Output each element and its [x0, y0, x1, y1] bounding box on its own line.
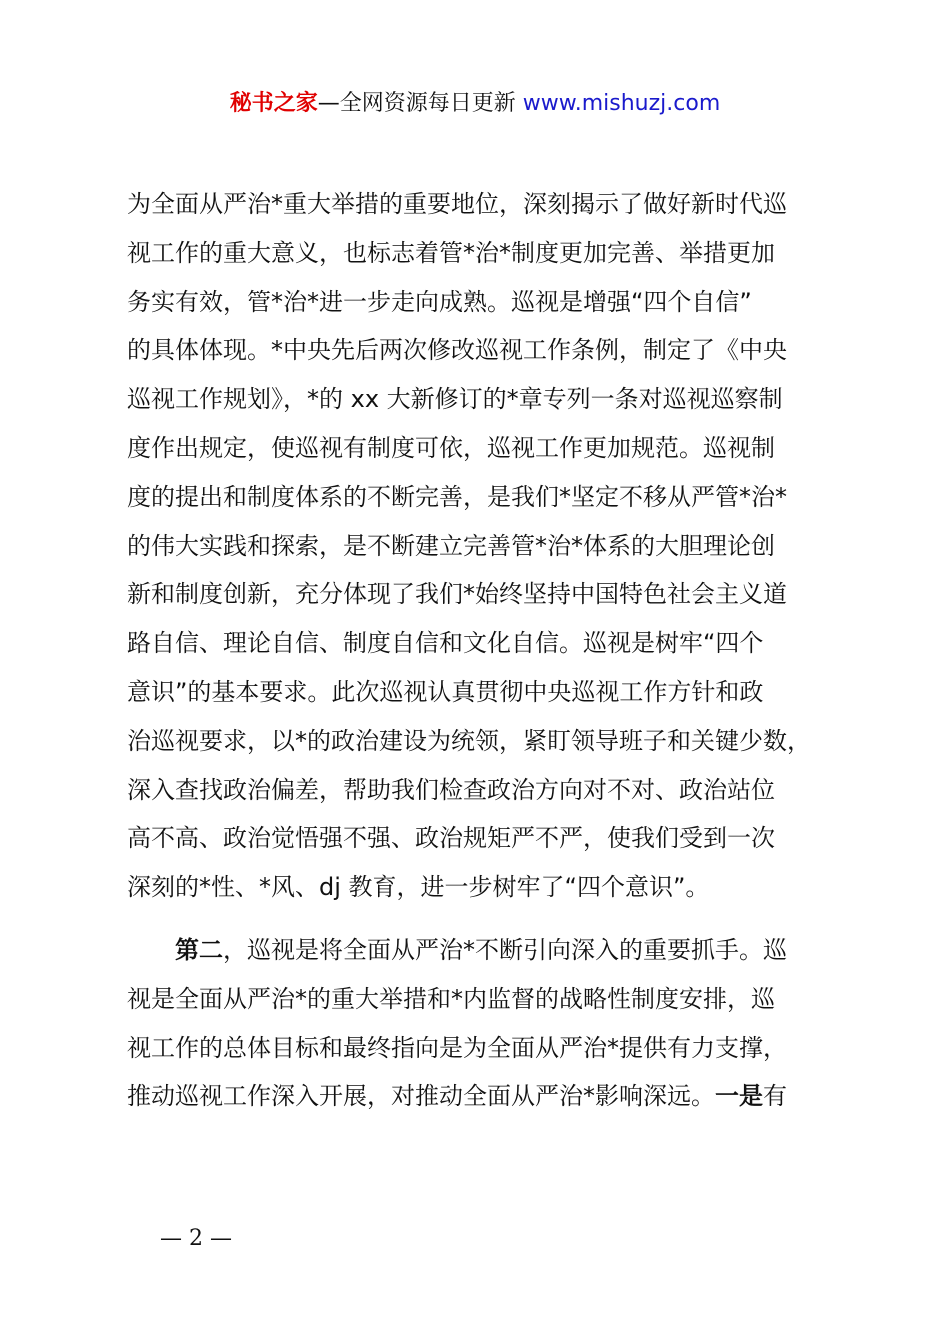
- text-line: 务实有效，管*治*进一步走向成熟。巡视是增强“四个自信”: [127, 287, 752, 316]
- text-line: 高不高、政治觉悟强不强、政治规矩严不严，使我们受到一次: [127, 824, 775, 853]
- text-span: 有: [763, 1082, 787, 1111]
- text-span: ，巡视是将全面从严治*不断引向深入的重要抓手。巡: [223, 935, 787, 964]
- text-line: 视是全面从严治*的重大举措和*内监督的战略性制度安排，巡: [127, 984, 775, 1013]
- text-line: 的伟大实践和探索，是不断建立完善管*治*体系的大胆理论创: [127, 531, 775, 560]
- body-text: [127, 180, 837, 1121]
- text-line: 深入查找政治偏差，帮助我们检查政治方向对不对、政治站位: [127, 775, 775, 804]
- header-tagline: —全网资源每日更新: [317, 91, 516, 116]
- text-line: 意识”的基本要求。此次巡视认真贯彻中央巡视工作方针和政: [127, 677, 764, 706]
- page-number: — 2 —: [160, 1226, 232, 1251]
- text-line: 视工作的重大意义，也标志着管*治*制度更加完善、举措更加: [127, 238, 775, 267]
- document-header: [0, 88, 950, 120]
- text-line: 的具体体现。*中央先后两次修改巡视工作条例，制定了《中央: [127, 336, 787, 365]
- text-line: [127, 926, 837, 975]
- text-line: [127, 1072, 837, 1121]
- text-line: 新和制度创新，充分体现了我们*始终坚持中国特色社会主义道: [127, 580, 787, 609]
- text-line: 度的提出和制度体系的不断完善，是我们*坚定不移从严管*治*: [127, 482, 787, 511]
- header-site-link[interactable]: www.mishuzj.com: [522, 91, 721, 116]
- header-brand: 秘书之家: [229, 91, 318, 116]
- text-line: 路自信、理论自信、制度自信和文化自信。巡视是树牢“四个: [127, 629, 764, 658]
- paragraph-1: [127, 180, 837, 912]
- text-line: 治巡视要求，以*的政治建设为统领，紧盯领导班子和关键少数，: [127, 726, 811, 755]
- text-line: 巡视工作规划》，*的 xx 大新修订的*章专列一条对巡视巡察制: [127, 385, 783, 414]
- paragraph-gap: [127, 912, 837, 926]
- text-line: 视工作的总体目标和最终指向是为全面从严治*提供有力支撑，: [127, 1033, 787, 1062]
- text-line: 为全面从严治*重大举措的重要地位，深刻揭示了做好新时代巡: [127, 190, 787, 218]
- text-line: 深刻的*性、*风、dj 教育，进一步树牢了“四个意识”。: [127, 873, 710, 902]
- bold-heading-first: 一是: [715, 1082, 763, 1111]
- text-span: 推动巡视工作深入开展，对推动全面从严治*影响深远。: [127, 1082, 715, 1111]
- text-line: 度作出规定，使巡视有制度可依，巡视工作更加规范。巡视制: [127, 433, 775, 462]
- paragraph-2: [127, 926, 837, 1121]
- bold-heading-second: 第二: [175, 935, 223, 964]
